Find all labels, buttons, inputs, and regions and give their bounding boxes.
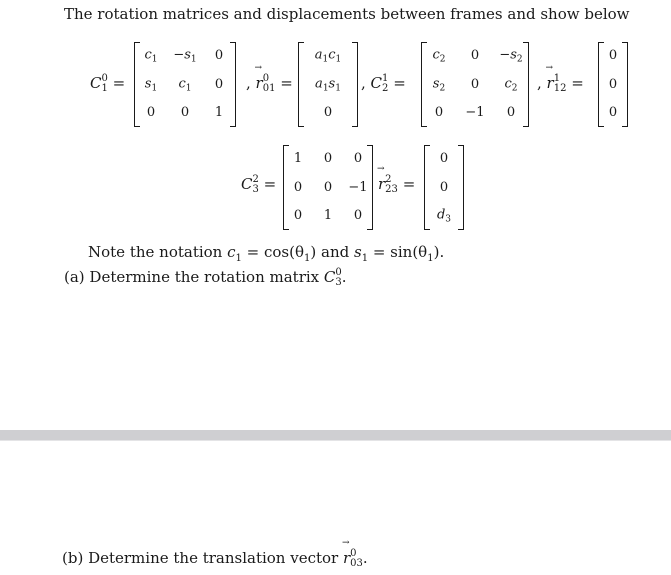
vector-r23 bbox=[424, 145, 464, 230]
matrix-cell: 0 bbox=[353, 207, 363, 223]
matrix-cell: 0 bbox=[323, 151, 333, 167]
matrix-cell: 0 bbox=[293, 207, 303, 223]
matrix-cell: 0 bbox=[506, 104, 516, 120]
matrix-cell: 0 bbox=[214, 48, 224, 64]
matrix-cell: $c_1$ bbox=[144, 47, 158, 65]
note-text: Note the notation $c_1 = \cos(\theta_1)$ and $s_1 = \sin(\theta_1)$. bbox=[88, 243, 445, 264]
part-b-question: (b) Determine the translation vector → r 0 03 . bbox=[62, 549, 368, 569]
matrix-cell: $-s_2$ bbox=[499, 47, 523, 65]
matrix-cell: 1 bbox=[293, 151, 303, 167]
part-a-question: (a) Determine the rotation matrix C 0 3 . bbox=[64, 267, 347, 288]
matrix-cell: 0 bbox=[323, 104, 333, 120]
matrix-cell: 0 bbox=[470, 76, 480, 92]
matrix-cell: $s_2$ bbox=[432, 76, 446, 93]
matrix-cell: 0 bbox=[434, 104, 444, 120]
matrix-cell: 0 bbox=[608, 104, 618, 120]
label-r01: , → r 0 01 = bbox=[246, 74, 293, 94]
matrix-cell: $c_2$ bbox=[504, 76, 518, 93]
matrix-cell: 0 bbox=[214, 76, 224, 92]
panel-divider bbox=[0, 430, 671, 440]
vector-r01 bbox=[298, 42, 358, 127]
matrix-cell: 0 bbox=[439, 179, 449, 195]
matrix-cell: $c_2$ bbox=[432, 47, 446, 65]
matrix-cell: 0 bbox=[608, 48, 618, 64]
matrix-cell: −1 bbox=[465, 104, 485, 120]
matrix-C10 bbox=[134, 42, 236, 127]
matrix-cell: 0 bbox=[353, 151, 363, 167]
matrix-cell: $d_3$ bbox=[436, 207, 452, 225]
matrix-cell: 0 bbox=[470, 48, 480, 64]
matrix-cell: $-s_1$ bbox=[173, 47, 197, 65]
label-C21: , C 1 2 = bbox=[361, 73, 406, 94]
matrix-cell: $s_1$ bbox=[144, 76, 158, 93]
label-C10: C 0 1 = bbox=[90, 73, 126, 94]
matrix-cell: 0 bbox=[146, 104, 156, 120]
label-r23: → r 2 23 = bbox=[378, 175, 415, 195]
intro-text: The rotation matrices and displacements between frames and show below bbox=[64, 5, 630, 23]
label-C32: C 2 3 = bbox=[241, 174, 277, 195]
matrix-cell: 0 bbox=[439, 151, 449, 167]
matrix-cell: 1 bbox=[323, 207, 333, 223]
matrix-cell: 0 bbox=[180, 104, 190, 120]
matrix-cell: $c_1$ bbox=[178, 76, 192, 93]
matrix-cell: $a_1c_1$ bbox=[314, 47, 342, 65]
matrix-cell: 0 bbox=[608, 76, 618, 92]
matrix-cell: 0 bbox=[293, 179, 303, 195]
matrix-cell: 0 bbox=[323, 179, 333, 195]
matrix-cell: $a_1s_1$ bbox=[315, 76, 341, 93]
matrix-cell: 1 bbox=[214, 104, 224, 120]
matrix-C32 bbox=[283, 145, 373, 230]
matrix-C21 bbox=[421, 42, 529, 127]
matrix-cell: −1 bbox=[348, 179, 368, 195]
vector-r12 bbox=[598, 42, 628, 127]
label-r12: , → r 1 12 = bbox=[537, 74, 584, 94]
